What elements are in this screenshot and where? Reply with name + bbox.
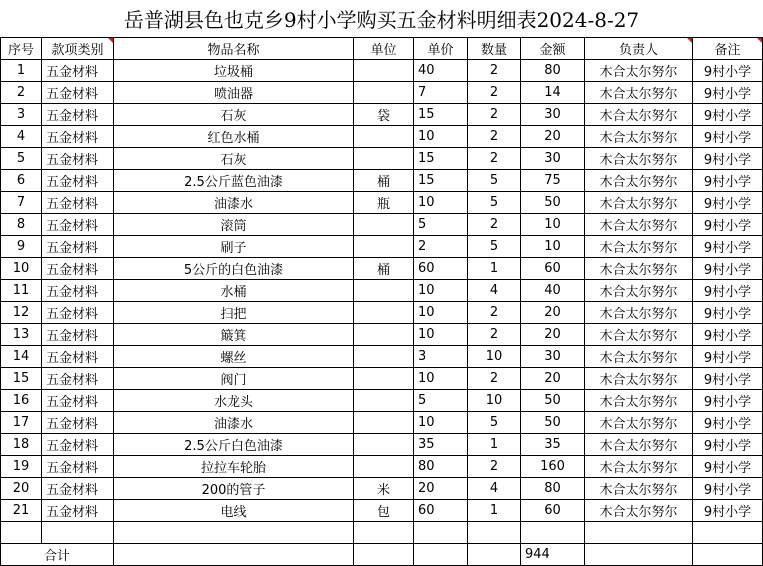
cell-seq[interactable]: 17: [1, 412, 42, 434]
cell-amount[interactable]: 50: [521, 412, 585, 434]
cell-empty[interactable]: [585, 544, 693, 566]
cell-category[interactable]: 五金材料: [42, 302, 114, 324]
cell-person[interactable]: 木合太尔努尔: [585, 60, 693, 82]
cell-note[interactable]: 9村小学: [693, 258, 763, 280]
cell-person[interactable]: 木合太尔努尔: [585, 148, 693, 170]
cell-note[interactable]: 9村小学: [693, 236, 763, 258]
cell-amount[interactable]: 40: [521, 280, 585, 302]
cell-amount[interactable]: 50: [521, 390, 585, 412]
cell-price[interactable]: 60: [414, 500, 468, 522]
cell-price[interactable]: 2: [414, 236, 468, 258]
cell-unit[interactable]: [354, 346, 414, 368]
cell-qty[interactable]: 2: [468, 302, 521, 324]
cell-empty[interactable]: [693, 544, 763, 566]
cell-unit[interactable]: [354, 434, 414, 456]
cell-category[interactable]: 五金材料: [42, 500, 114, 522]
cell-seq[interactable]: 3: [1, 104, 42, 126]
cell-amount[interactable]: 80: [521, 60, 585, 82]
cell-qty[interactable]: 2: [468, 368, 521, 390]
cell-unit[interactable]: 米: [354, 478, 414, 500]
cell-qty[interactable]: 5: [468, 170, 521, 192]
cell-qty[interactable]: 2: [468, 148, 521, 170]
cell-unit[interactable]: [354, 412, 414, 434]
cell-person[interactable]: 木合太尔努尔: [585, 346, 693, 368]
cell-empty[interactable]: [693, 522, 763, 544]
cell-category[interactable]: 五金材料: [42, 456, 114, 478]
cell-price[interactable]: 80: [414, 456, 468, 478]
cell-note[interactable]: 9村小学: [693, 280, 763, 302]
cell-note[interactable]: 9村小学: [693, 324, 763, 346]
cell-seq[interactable]: 8: [1, 214, 42, 236]
cell-amount[interactable]: 20: [521, 126, 585, 148]
cell-note[interactable]: 9村小学: [693, 60, 763, 82]
cell-category[interactable]: 五金材料: [42, 104, 114, 126]
cell-qty[interactable]: 10: [468, 390, 521, 412]
table-row: [1, 478, 763, 500]
cell-seq[interactable]: 11: [1, 280, 42, 302]
cell-unit[interactable]: 桶: [354, 170, 414, 192]
cell-person[interactable]: 木合太尔努尔: [585, 324, 693, 346]
cell-note[interactable]: 9村小学: [693, 148, 763, 170]
total-label[interactable]: 合计: [1, 544, 114, 566]
cell-category[interactable]: 五金材料: [42, 82, 114, 104]
cell-item[interactable]: 2.5公斤蓝色油漆: [114, 170, 354, 192]
cell-seq[interactable]: 21: [1, 500, 42, 522]
cell-category[interactable]: 五金材料: [42, 280, 114, 302]
cell-category[interactable]: 五金材料: [42, 60, 114, 82]
cell-item[interactable]: 油漆水: [114, 192, 354, 214]
cell-seq[interactable]: 20: [1, 478, 42, 500]
table-row: [1, 368, 763, 390]
table-row: [1, 214, 763, 236]
cell-empty[interactable]: [354, 522, 414, 544]
cell-note[interactable]: 9村小学: [693, 170, 763, 192]
cell-person[interactable]: 木合太尔努尔: [585, 258, 693, 280]
cell-item[interactable]: 簸箕: [114, 324, 354, 346]
total-amount[interactable]: 944: [521, 544, 585, 566]
cell-empty[interactable]: [585, 522, 693, 544]
cell-empty[interactable]: [468, 544, 521, 566]
cell-qty[interactable]: 2: [468, 214, 521, 236]
table-row: [1, 280, 763, 302]
table-row: [1, 302, 763, 324]
cell-amount[interactable]: 30: [521, 346, 585, 368]
cell-qty[interactable]: 2: [468, 82, 521, 104]
cell-category[interactable]: 五金材料: [42, 346, 114, 368]
cell-category[interactable]: 五金材料: [42, 390, 114, 412]
cell-person[interactable]: 木合太尔努尔: [585, 126, 693, 148]
cell-person[interactable]: 木合太尔努尔: [585, 236, 693, 258]
cell-unit[interactable]: [354, 324, 414, 346]
cell-note[interactable]: 9村小学: [693, 126, 763, 148]
empty-row: [1, 522, 763, 544]
cell-category[interactable]: 五金材料: [42, 434, 114, 456]
cell-empty[interactable]: [42, 522, 114, 544]
header-category[interactable]: 款项类别: [42, 38, 114, 60]
cell-item[interactable]: 油漆水: [114, 412, 354, 434]
cell-item[interactable]: 5公斤的白色油漆: [114, 258, 354, 280]
purchase-table: [0, 37, 763, 566]
cell-note[interactable]: 9村小学: [693, 412, 763, 434]
cell-unit[interactable]: [354, 302, 414, 324]
cell-note[interactable]: 9村小学: [693, 82, 763, 104]
header-note[interactable]: 备注: [693, 38, 763, 60]
cell-category[interactable]: 五金材料: [42, 236, 114, 258]
cell-note[interactable]: 9村小学: [693, 214, 763, 236]
cell-seq[interactable]: 13: [1, 324, 42, 346]
header-seq[interactable]: 序号: [1, 38, 42, 60]
cell-seq[interactable]: 7: [1, 192, 42, 214]
cell-price[interactable]: 60: [414, 258, 468, 280]
cell-amount[interactable]: 14: [521, 82, 585, 104]
cell-item[interactable]: 石灰: [114, 104, 354, 126]
cell-price[interactable]: 3: [414, 346, 468, 368]
cell-amount[interactable]: 10: [521, 214, 585, 236]
cell-item[interactable]: 电线: [114, 500, 354, 522]
header-price[interactable]: 单价: [414, 38, 468, 60]
cell-category[interactable]: 五金材料: [42, 214, 114, 236]
cell-seq[interactable]: 1: [1, 60, 42, 82]
cell-item[interactable]: 红色水桶: [114, 126, 354, 148]
cell-amount[interactable]: 50: [521, 192, 585, 214]
cell-empty[interactable]: [414, 544, 468, 566]
cell-seq[interactable]: 6: [1, 170, 42, 192]
cell-qty[interactable]: 5: [468, 236, 521, 258]
table-row: [1, 346, 763, 368]
table-row: [1, 126, 763, 148]
cell-price[interactable]: 5: [414, 390, 468, 412]
cell-person[interactable]: 木合太尔努尔: [585, 192, 693, 214]
cell-empty[interactable]: [114, 544, 354, 566]
cell-category[interactable]: 五金材料: [42, 192, 114, 214]
table-row: [1, 104, 763, 126]
cell-person[interactable]: 木合太尔努尔: [585, 280, 693, 302]
cell-seq[interactable]: 4: [1, 126, 42, 148]
table-row: [1, 412, 763, 434]
cell-qty[interactable]: 10: [468, 346, 521, 368]
cell-amount[interactable]: 60: [521, 258, 585, 280]
cell-note[interactable]: 9村小学: [693, 478, 763, 500]
cell-seq[interactable]: 16: [1, 390, 42, 412]
header-person[interactable]: 负责人: [585, 38, 693, 60]
cell-person[interactable]: 木合太尔努尔: [585, 368, 693, 390]
cell-price[interactable]: 40: [414, 60, 468, 82]
cell-empty[interactable]: [521, 522, 585, 544]
cell-qty[interactable]: 2: [468, 324, 521, 346]
cell-item[interactable]: 刷子: [114, 236, 354, 258]
cell-note[interactable]: 9村小学: [693, 500, 763, 522]
cell-price[interactable]: 10: [414, 126, 468, 148]
cell-note[interactable]: 9村小学: [693, 368, 763, 390]
cell-person[interactable]: 木合太尔努尔: [585, 302, 693, 324]
cell-price[interactable]: 10: [414, 324, 468, 346]
cell-price[interactable]: 10: [414, 412, 468, 434]
header-amount[interactable]: 金额: [521, 38, 585, 60]
cell-item[interactable]: 扫把: [114, 302, 354, 324]
cell-unit[interactable]: [354, 368, 414, 390]
table-row: [1, 390, 763, 412]
cell-note[interactable]: 9村小学: [693, 434, 763, 456]
cell-person[interactable]: 木合太尔努尔: [585, 478, 693, 500]
cell-person[interactable]: 木合太尔努尔: [585, 456, 693, 478]
cell-amount[interactable]: 30: [521, 148, 585, 170]
cell-item[interactable]: 200的管子: [114, 478, 354, 500]
cell-amount[interactable]: 80: [521, 478, 585, 500]
cell-note[interactable]: 9村小学: [693, 390, 763, 412]
table-row: [1, 324, 763, 346]
cell-seq[interactable]: 9: [1, 236, 42, 258]
cell-seq[interactable]: 2: [1, 82, 42, 104]
table-row: [1, 500, 763, 522]
cell-amount[interactable]: 10: [521, 236, 585, 258]
cell-item[interactable]: 垃圾桶: [114, 60, 354, 82]
cell-amount[interactable]: 20: [521, 302, 585, 324]
cell-price[interactable]: 15: [414, 148, 468, 170]
cell-item[interactable]: 石灰: [114, 148, 354, 170]
cell-qty[interactable]: 4: [468, 280, 521, 302]
cell-unit[interactable]: 瓶: [354, 192, 414, 214]
header-item[interactable]: 物品名称: [114, 38, 354, 60]
cell-unit[interactable]: 桶: [354, 258, 414, 280]
cell-item[interactable]: 螺丝: [114, 346, 354, 368]
header-row: [1, 38, 763, 60]
cell-note[interactable]: 9村小学: [693, 104, 763, 126]
cell-unit[interactable]: [354, 60, 414, 82]
cell-person[interactable]: 木合太尔努尔: [585, 82, 693, 104]
cell-qty[interactable]: 1: [468, 500, 521, 522]
cell-seq[interactable]: 5: [1, 148, 42, 170]
cell-amount[interactable]: 160: [521, 456, 585, 478]
cell-category[interactable]: 五金材料: [42, 148, 114, 170]
cell-unit[interactable]: [354, 280, 414, 302]
cell-note[interactable]: 9村小学: [693, 346, 763, 368]
cell-amount[interactable]: 20: [521, 368, 585, 390]
cell-unit[interactable]: [354, 236, 414, 258]
cell-seq[interactable]: 14: [1, 346, 42, 368]
cell-person[interactable]: 木合太尔努尔: [585, 434, 693, 456]
cell-empty[interactable]: [468, 522, 521, 544]
cell-category[interactable]: 五金材料: [42, 412, 114, 434]
cell-qty[interactable]: 1: [468, 434, 521, 456]
cell-qty[interactable]: 1: [468, 258, 521, 280]
cell-amount[interactable]: 75: [521, 170, 585, 192]
cell-price[interactable]: 10: [414, 368, 468, 390]
cell-category[interactable]: 五金材料: [42, 368, 114, 390]
cell-item[interactable]: 水桶: [114, 280, 354, 302]
cell-price[interactable]: 10: [414, 302, 468, 324]
cell-item[interactable]: 水龙头: [114, 390, 354, 412]
cell-seq[interactable]: 10: [1, 258, 42, 280]
cell-price[interactable]: 20: [414, 478, 468, 500]
sheet-title: 岳普湖县色也克乡9村小学购买五金材料明细表2024-8-27: [123, 8, 640, 32]
total-row: [1, 544, 763, 566]
cell-person[interactable]: 木合太尔努尔: [585, 170, 693, 192]
table-row: [1, 456, 763, 478]
cell-qty[interactable]: 2: [468, 104, 521, 126]
cell-price[interactable]: 15: [414, 104, 468, 126]
cell-amount[interactable]: 35: [521, 434, 585, 456]
table-row: [1, 82, 763, 104]
cell-item[interactable]: 阀门: [114, 368, 354, 390]
cell-seq[interactable]: 12: [1, 302, 42, 324]
cell-person[interactable]: 木合太尔努尔: [585, 500, 693, 522]
cell-note[interactable]: 9村小学: [693, 192, 763, 214]
cell-category[interactable]: 五金材料: [42, 258, 114, 280]
cell-category[interactable]: 五金材料: [42, 170, 114, 192]
cell-empty[interactable]: [354, 544, 414, 566]
cell-unit[interactable]: 袋: [354, 104, 414, 126]
cell-note[interactable]: 9村小学: [693, 302, 763, 324]
cell-qty[interactable]: 2: [468, 126, 521, 148]
cell-person[interactable]: 木合太尔努尔: [585, 214, 693, 236]
cell-price[interactable]: 5: [414, 214, 468, 236]
cell-category[interactable]: 五金材料: [42, 478, 114, 500]
cell-qty[interactable]: 5: [468, 412, 521, 434]
cell-price[interactable]: 7: [414, 82, 468, 104]
cell-item[interactable]: 2.5公斤白色油漆: [114, 434, 354, 456]
cell-unit[interactable]: [354, 82, 414, 104]
cell-qty[interactable]: 2: [468, 60, 521, 82]
cell-seq[interactable]: 19: [1, 456, 42, 478]
cell-note[interactable]: 9村小学: [693, 456, 763, 478]
cell-category[interactable]: 五金材料: [42, 324, 114, 346]
cell-amount[interactable]: 60: [521, 500, 585, 522]
cell-item[interactable]: 滚筒: [114, 214, 354, 236]
cell-person[interactable]: 木合太尔努尔: [585, 412, 693, 434]
cell-category[interactable]: 五金材料: [42, 126, 114, 148]
cell-person[interactable]: 木合太尔努尔: [585, 390, 693, 412]
cell-price[interactable]: 15: [414, 170, 468, 192]
cell-unit[interactable]: [354, 456, 414, 478]
cell-qty[interactable]: 4: [468, 478, 521, 500]
table-row: [1, 148, 763, 170]
table-row: [1, 434, 763, 456]
cell-person[interactable]: 木合太尔努尔: [585, 104, 693, 126]
header-qty[interactable]: 数量: [468, 38, 521, 60]
cell-unit[interactable]: [354, 148, 414, 170]
cell-seq[interactable]: 18: [1, 434, 42, 456]
cell-qty[interactable]: 5: [468, 192, 521, 214]
cell-unit[interactable]: 包: [354, 500, 414, 522]
cell-price[interactable]: 10: [414, 192, 468, 214]
cell-price[interactable]: 35: [414, 434, 468, 456]
cell-seq[interactable]: 15: [1, 368, 42, 390]
table-row: [1, 236, 763, 258]
table-row: [1, 60, 763, 82]
header-unit[interactable]: 单位: [354, 38, 414, 60]
cell-price[interactable]: 10: [414, 280, 468, 302]
cell-amount[interactable]: 20: [521, 324, 585, 346]
cell-qty[interactable]: 2: [468, 456, 521, 478]
cell-empty[interactable]: [1, 522, 42, 544]
cell-empty[interactable]: [414, 522, 468, 544]
cell-item[interactable]: 拉拉车轮胎: [114, 456, 354, 478]
cell-item[interactable]: 喷油器: [114, 82, 354, 104]
cell-amount[interactable]: 30: [521, 104, 585, 126]
cell-empty[interactable]: [114, 522, 354, 544]
cell-unit[interactable]: [354, 126, 414, 148]
table-body: [1, 60, 763, 522]
table-row: [1, 258, 763, 280]
table-row: [1, 170, 763, 192]
table-row: [1, 192, 763, 214]
cell-unit[interactable]: [354, 214, 414, 236]
cell-unit[interactable]: [354, 390, 414, 412]
